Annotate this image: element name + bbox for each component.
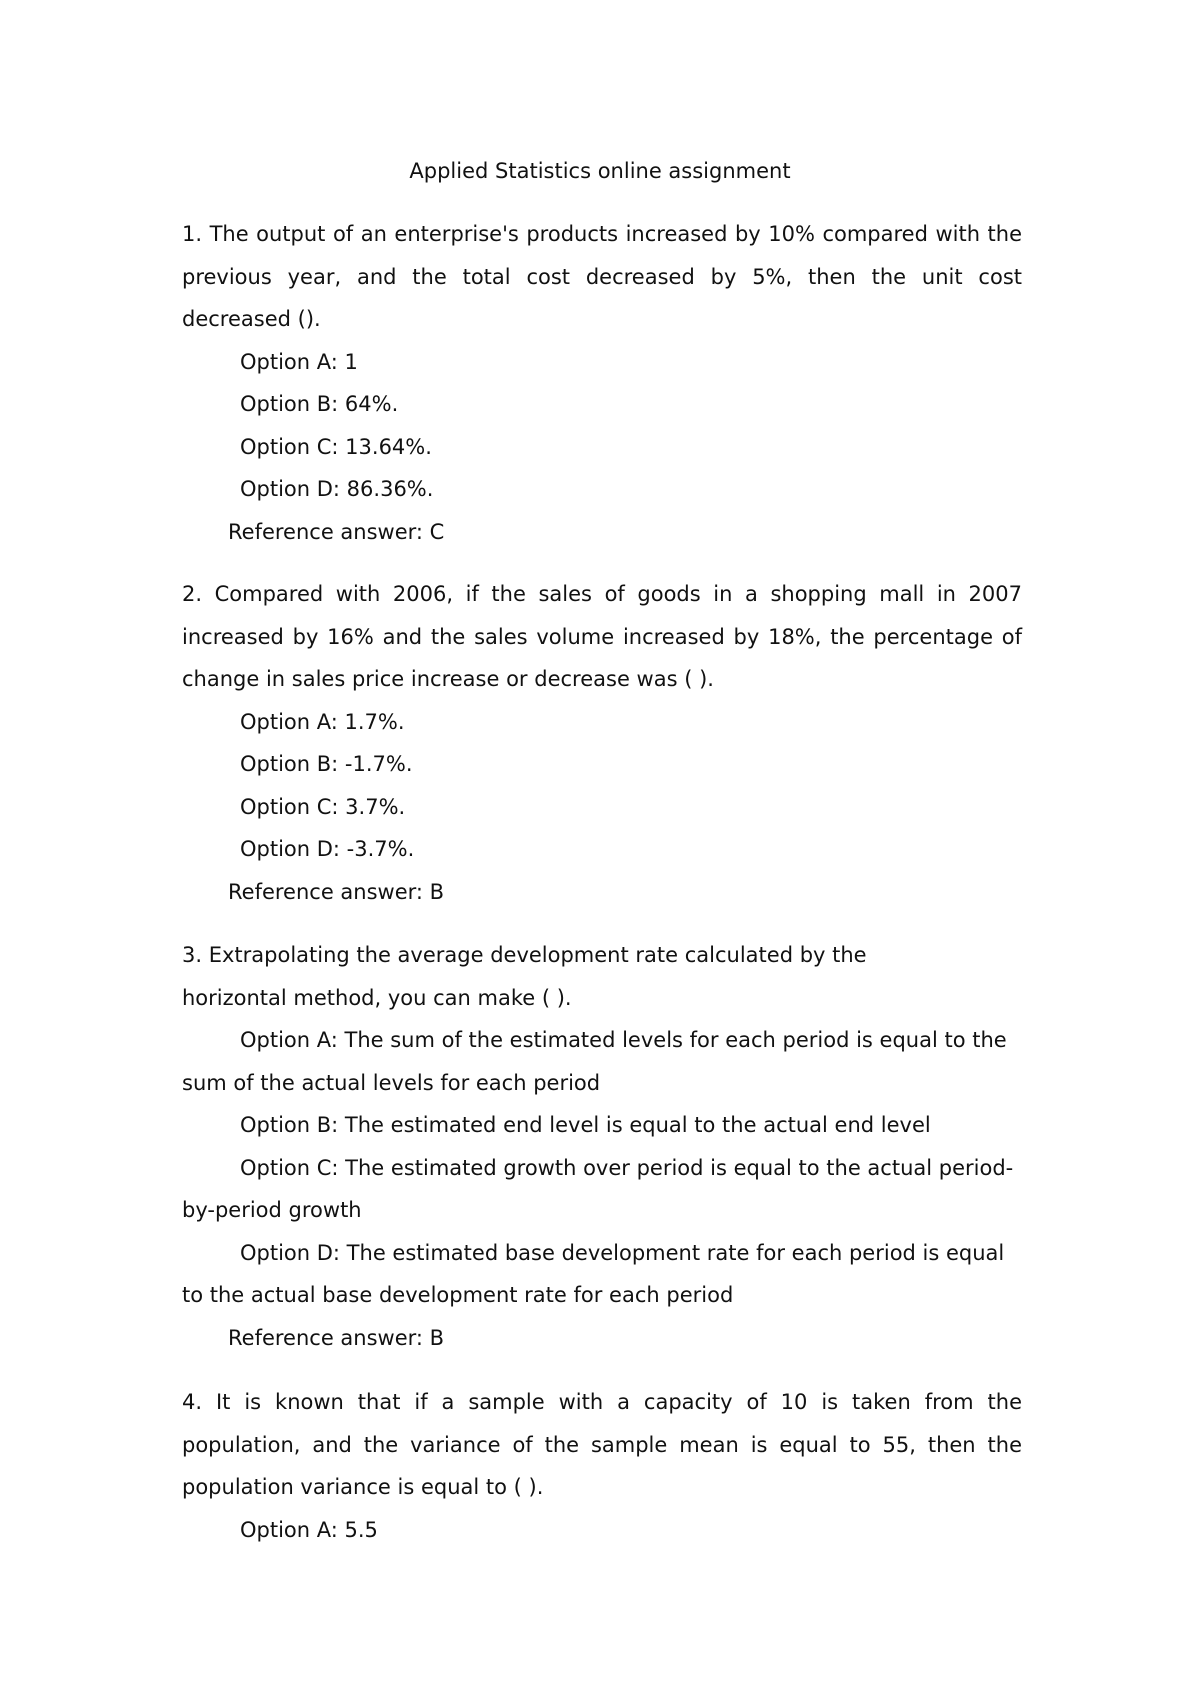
question-1 (182, 213, 1022, 553)
question-3-option-d: Option D: The estimated base development rate for each period is equal to the actual base development rate for each period (182, 1240, 1005, 1307)
question-1-option-a: Option A: 1 (240, 349, 358, 374)
question-2 (182, 573, 1022, 913)
question-4-text: 4. It is known that if a sample with a capacity of 10 is taken from the population, and the variance of the sample mean is equal to 55, then the population variance is equal to ( ). (182, 1390, 1022, 1499)
question-3-option-b: Option B: The estimated end level is equal to the actual end level (240, 1113, 931, 1137)
question-4 (182, 1381, 1022, 1551)
question-1-option-c: Option C: 13.64%. (240, 434, 432, 459)
document-title: Applied Statistics online assignment (409, 159, 791, 183)
question-2-option-d: Option D: -3.7%. (240, 837, 415, 861)
question-3-option-a: Option A: The sum of the estimated levels for each period is equal to the sum of the actual levels for each period (182, 1028, 1007, 1095)
question-1-option-b: Option B: 64%. (240, 392, 399, 416)
question-3-text-line-2: horizontal method, you can make ( ). (182, 985, 572, 1010)
question-3 (182, 934, 1022, 1359)
question-2-text: 2. Compared with 2006, if the sales of goods in a shopping mall in 2007 increased by 16% and the sales volume increased by 18%, the percentage of change in sales price increase or decrease was ( ). (182, 582, 1022, 691)
question-2-option-b: Option B: -1.7%. (240, 752, 413, 776)
question-2-reference-answer: Reference answer: B (228, 879, 445, 904)
question-3-reference-answer: Reference answer: B (228, 1325, 445, 1350)
question-1-reference-answer: Reference answer: C (228, 519, 445, 544)
question-3-text-line-1: 3. Extrapolating the average development rate calculated by the (182, 943, 867, 967)
question-3-option-c: Option C: The estimated growth over period is equal to the actual period-by-period growth (182, 1155, 1014, 1222)
question-2-option-c: Option C: 3.7%. (240, 794, 406, 819)
question-2-option-a: Option A: 1.7%. (240, 709, 405, 734)
question-1-text: 1. The output of an enterprise's products increased by 10% compared with the previous year, and the total cost decreased by 5%, then the unit cost decreased (). (182, 222, 1022, 331)
question-1-option-d: Option D: 86.36%. (240, 477, 434, 501)
question-4-option-a: Option A: 5.5 (240, 1517, 378, 1542)
